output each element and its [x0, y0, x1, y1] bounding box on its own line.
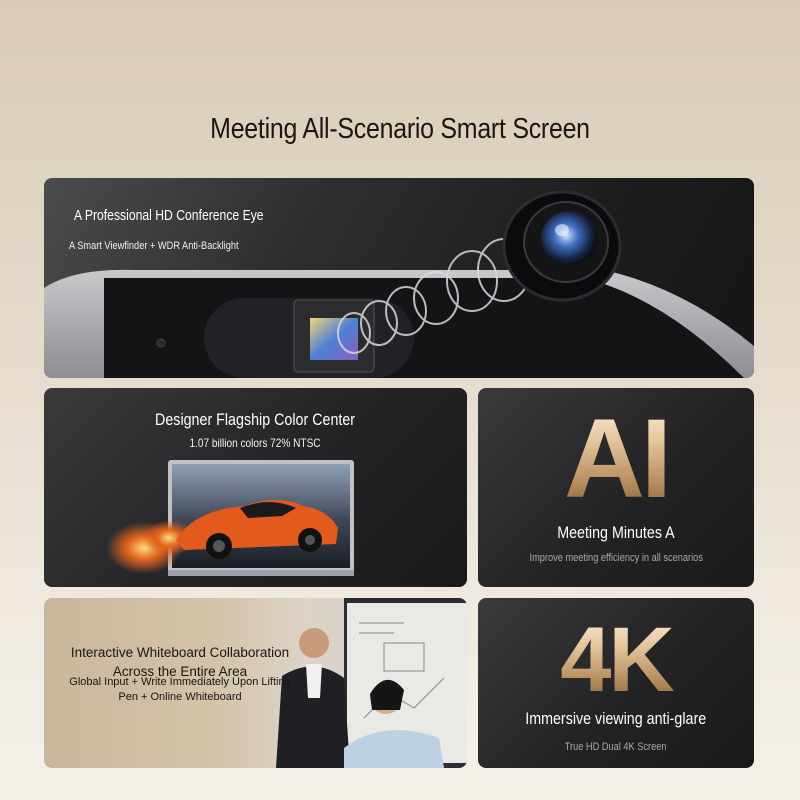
whiteboard-feature-card — [44, 598, 467, 768]
page-title: Meeting All-Scenario Smart Screen — [210, 113, 590, 145]
ai-feature-card — [478, 388, 754, 587]
color-feature-card — [44, 388, 467, 587]
display-card-heading: Immersive viewing anti-glare — [525, 709, 707, 728]
camera-feature-card — [44, 178, 754, 378]
ai-card-heading: Meeting Minutes A — [557, 523, 675, 542]
color-card-subheading: 1.07 billion colors 72% NTSC — [189, 436, 322, 450]
whiteboard-card-heading: Interactive Whiteboard Collaboration Across the Entire Area — [70, 645, 290, 679]
ai-card-subheading: Improve meeting efficiency in all scenarios — [529, 552, 703, 564]
4k-badge: 4K — [478, 608, 754, 713]
display-feature-card — [478, 598, 754, 768]
camera-card-subheading: A Smart Viewfinder + WDR Anti-Backlight — [69, 240, 239, 252]
camera-card-heading: A Professional HD Conference Eye — [74, 208, 264, 224]
ai-badge: AI — [478, 394, 754, 523]
whiteboard-card-subheading: Global Input + Write Immediately Upon Lifting Pen + Online Whiteboard — [69, 676, 291, 703]
display-card-subheading: True HD Dual 4K Screen — [565, 741, 667, 753]
color-card-heading: Designer Flagship Color Center — [155, 410, 356, 429]
